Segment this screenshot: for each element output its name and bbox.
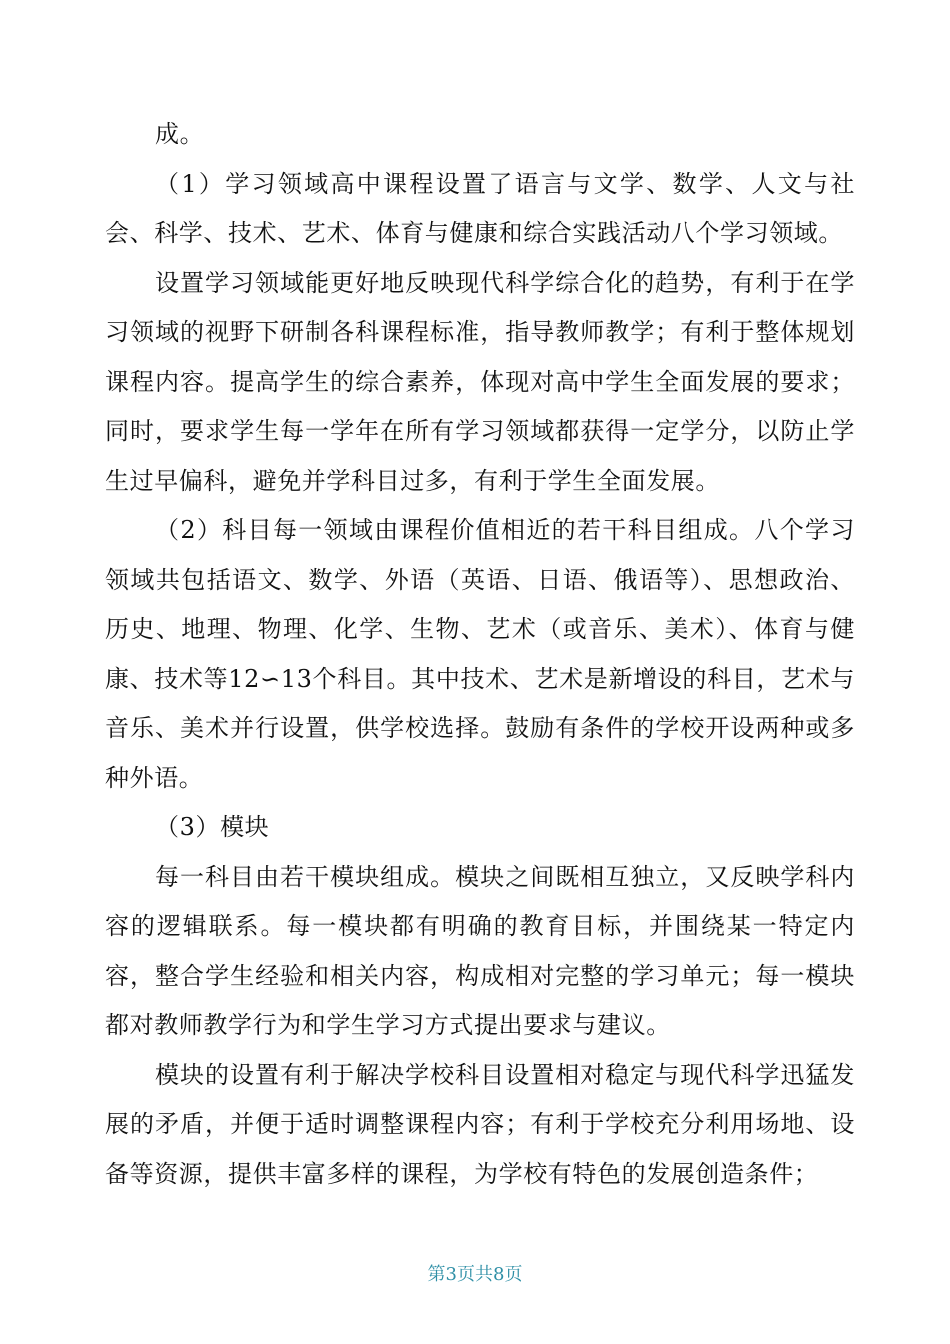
paragraph-modules-heading: （3）模块: [155, 813, 270, 841]
paragraph-learning-domains: （1）学习领域高中课程设置了语言与文学、数学、人文与社会、科学、技术、艺术、体育与健康和综合实践活动八个学习领域。: [105, 169, 855, 247]
paragraph-modules: 每一科目由若干模块组成。模块之间既相互独立，又反映学科内容的逻辑联系。每一模块都有明确的教育目标，并围绕某一特定内容，整合学生经验和相关内容，构成相对完整的学习单元；每一模块都对教师教学行为和学生学习方式提出要求与建议。: [105, 862, 855, 1039]
paragraph-subjects: （2）科目每一领域由课程价值相近的若干科目组成。八个学习领域共包括语文、数学、外语（英语、日语、俄语等）、思想政治、历史、地理、物理、化学、生物、艺术（或音乐、美术）、体育与健康、技术等12∽13个科目。其中技术、艺术是新增设的科目，艺术与音乐、美术并行设置，供学校选择。鼓励有条件的学校开设两种或多种外语。: [105, 516, 855, 792]
paragraph-domain-purpose: 设置学习领域能更好地反映现代科学综合化的趋势，有利于在学习领域的视野下研制各科课程标准，指导教师教学；有利于整体规划课程内容。提高学生的综合素养，体现对高中学生全面发展的要求；同时，要求学生每一学年在所有学习领域都获得一定学分，以防止学生过早偏科，避免并学科目过多，有利于学生全面发展。: [105, 268, 855, 495]
paragraph-continuation: 成。: [155, 120, 205, 148]
document-body: [105, 110, 855, 1199]
paragraph-module-benefits: 模块的设置有利于解决学校科目设置相对稳定与现代科学迅猛发展的矛盾，并便于适时调整课程内容；有利于学校充分利用场地、设备等资源，提供丰富多样的课程，为学校有特色的发展创造条件；: [105, 1060, 855, 1188]
page-number-footer: 第3页共8页: [427, 1264, 523, 1285]
